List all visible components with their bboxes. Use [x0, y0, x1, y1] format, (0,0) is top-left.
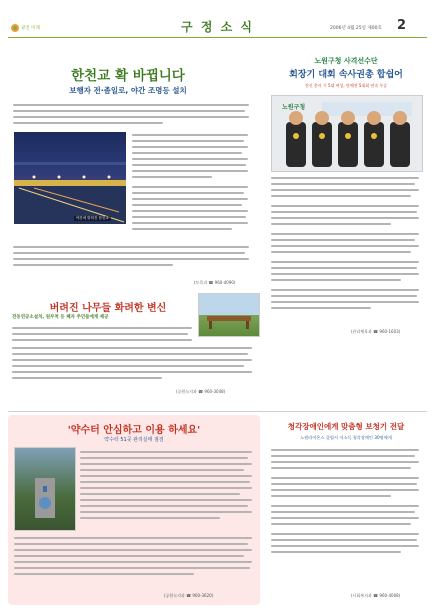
article-1-credit: (토목과 ☎ 960-4090): [194, 280, 236, 285]
spring-illustration-icon: [15, 448, 75, 530]
article-3-subtitle: 전동연공소설치, 원무척 등 폐자 주민들에게 제공: [12, 315, 109, 320]
article-1-body-2: [132, 132, 250, 242]
bridge-illustration-icon: [14, 132, 126, 224]
article-3: [8, 293, 260, 403]
article-5-credit: (사회복지과 ☎ 960-4008): [351, 593, 401, 598]
article-1-body-3: [13, 244, 251, 274]
team-photo: [271, 95, 423, 172]
photo-caption: 야간에 밝혀진 한천교: [76, 216, 109, 220]
article-3-credit: (공원녹지과 ☎ 960-3048): [176, 389, 226, 394]
issue-date: 2006년 4월 25일 제00호: [330, 26, 382, 31]
bench-icon: [199, 294, 259, 336]
article-5-body: [271, 447, 421, 587]
article-3-body-2: [12, 345, 256, 385]
team-photo-illustration-icon: [272, 96, 422, 171]
page-number: 2: [397, 18, 407, 33]
article-5-title: 청각장애인에게 맞춤형 보청기 전달: [287, 422, 405, 431]
article-4: [8, 415, 260, 605]
article-2: [265, 40, 427, 340]
article-2-kicker: 노원구청 사격선수단: [314, 57, 378, 65]
water-photo: [14, 447, 76, 531]
team-sign: 노원구청: [282, 104, 306, 111]
article-2-title: 회장기 대회 속사권총 합쉽어: [289, 70, 403, 80]
article-1: [8, 40, 260, 290]
header-divider: [8, 37, 427, 38]
article-5-subtitle: 노원라이온스 클럽서 저소득 청각장애인 30명에게: [300, 435, 392, 440]
article-3-title: 버려진 나무들 화려한 변신: [49, 303, 167, 314]
section-title: 구 정 소 식: [181, 20, 254, 34]
article-4-body: [80, 449, 254, 539]
article-4-subtitle: 약수터 51곳 관리실태 점검: [104, 437, 164, 443]
section-divider: [8, 411, 427, 412]
article-2-subtitle: 전신 총사 기 5대 여성, 단체전 5대회 연속 우승: [304, 83, 388, 88]
article-4-body-2: [14, 535, 254, 585]
article-4-title: '약수터 안심하고 이용 하세요': [67, 425, 201, 436]
article-1-title: 한천교 확 바뀝니다: [71, 68, 185, 84]
article-2-body: [271, 175, 421, 325]
logo-text: 광진 미래: [21, 26, 40, 31]
article-2-credit: (관리체육과 ☎ 960-1603): [351, 329, 401, 334]
bridge-photo: [14, 132, 126, 224]
article-1-subtitle: 보행자 전·좀일로, 야간 조명등 설치: [69, 86, 187, 95]
bench-photo: [198, 293, 260, 337]
article-4-credit: (공원녹지과 ☎ 960-3620): [164, 593, 214, 598]
article-5: [265, 415, 427, 605]
